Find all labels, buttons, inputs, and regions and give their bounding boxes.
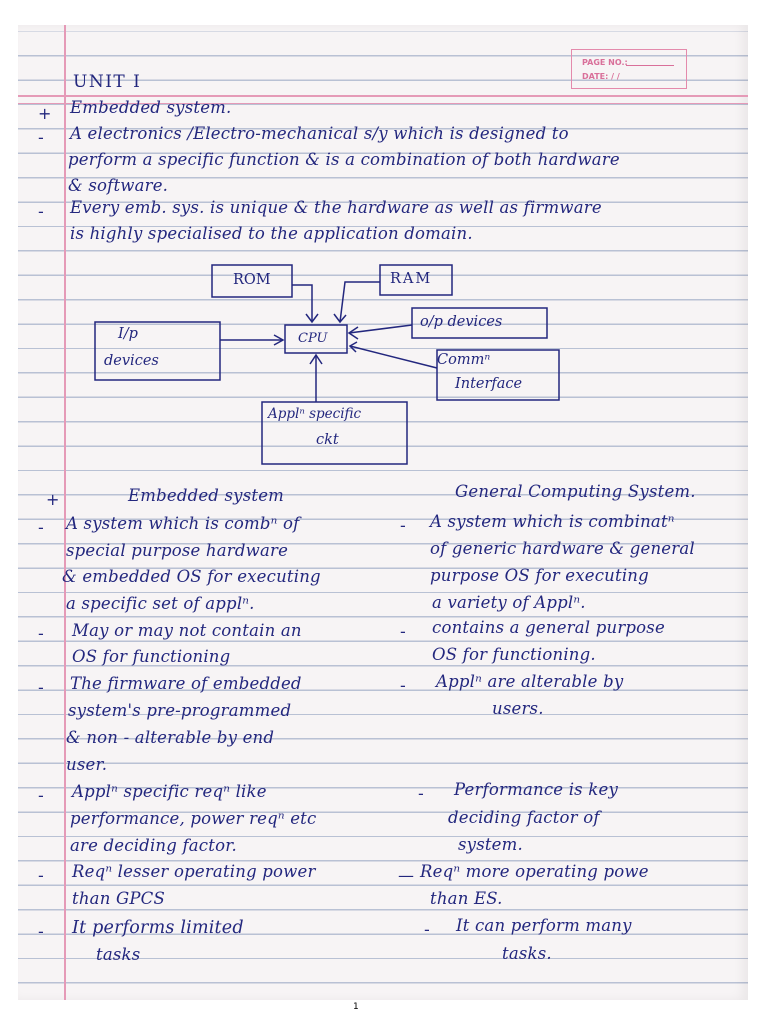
left-text-line: Reqⁿ lesser operating power — [72, 862, 316, 881]
unit-title: UNIT I — [73, 72, 142, 92]
arrow-comm-cpu — [350, 346, 437, 368]
right-text-line: A system which is combinatⁿ — [430, 512, 675, 531]
left-text-line: are deciding factor. — [70, 836, 237, 855]
date-label: DATE: / / — [582, 72, 620, 81]
left-text-line: May or may not contain an — [72, 621, 302, 640]
ckt-label: ckt — [316, 432, 339, 448]
ip-devices-label: devices — [104, 353, 159, 369]
appl-specific-label: Applⁿ specific — [268, 406, 362, 422]
left-text-line: Applⁿ specific reqⁿ like — [72, 782, 267, 801]
right-text-line: a variety of Applⁿ. — [432, 593, 586, 612]
right-text-line: purpose OS for executing — [430, 566, 649, 585]
comm-label: Commⁿ — [437, 352, 491, 368]
page-number: 1 — [353, 1002, 359, 1012]
bullet-star: + — [46, 490, 60, 509]
bullet-dash: - — [38, 202, 44, 221]
embedded-system-heading: Embedded system — [128, 486, 285, 505]
bullet-star: + — [38, 104, 52, 123]
bullet-dash: - — [400, 676, 406, 695]
rom-label: ROM — [233, 272, 271, 288]
arrow-cpu-op — [349, 325, 412, 333]
right-text-line: than ES. — [430, 889, 503, 908]
bullet-dash: - — [38, 518, 44, 537]
left-text-line: The firmware of embedded — [70, 674, 302, 693]
text-line: perform a specific function & is a combination of both hardware — [68, 150, 620, 169]
bullet-dash: - — [38, 922, 44, 941]
bullet-dash: - — [424, 920, 430, 939]
left-text-line: special purpose hardware — [66, 541, 289, 560]
right-text-line: It can perform many — [456, 916, 632, 935]
ip-label: I/p — [118, 326, 138, 342]
right-text-line: users. — [492, 699, 544, 718]
left-text-line: user. — [66, 755, 108, 774]
bullet-dash: - — [38, 128, 44, 147]
arrow-rom-cpu — [292, 285, 312, 322]
left-text-line: & embedded OS for executing — [62, 567, 321, 586]
right-text-line: Applⁿ are alterable by — [436, 672, 624, 691]
cpu-label: CPU — [298, 331, 328, 346]
right-text-line: OS for functioning. — [432, 645, 596, 664]
bullet-dash: - — [38, 678, 44, 697]
left-text-line: than GPCS — [72, 889, 165, 908]
op-devices-label: o/p devices — [420, 314, 503, 330]
bullet-dash: - — [38, 624, 44, 643]
section-heading-embedded-system: Embedded system. — [70, 98, 232, 117]
left-text-line: OS for functioning — [72, 647, 231, 666]
right-text-line: tasks. — [502, 944, 552, 963]
left-text-line: tasks — [96, 945, 141, 964]
right-text-line: system. — [458, 835, 523, 854]
bullet-dash: - — [38, 786, 44, 805]
text-line: Every emb. sys. is unique & the hardware as well as firmware — [70, 198, 602, 217]
bullet-dash: - — [400, 622, 406, 641]
left-text-line: It performs limited — [72, 918, 244, 938]
left-text-line: A system which is combⁿ of — [66, 514, 300, 533]
right-text-line: Reqⁿ more operating powe — [420, 862, 649, 881]
right-text-line: of generic hardware & general — [430, 539, 695, 558]
page-no-label: PAGE NO.: — [582, 58, 628, 67]
text-line: & software. — [68, 176, 169, 195]
left-text-line: performance, power reqⁿ etc — [70, 809, 317, 828]
left-text-line: a specific set of applⁿ. — [66, 594, 255, 613]
left-text-line: system's pre-programmed — [68, 701, 292, 720]
bullet-dash: - — [38, 866, 44, 885]
bullet-dash: — — [398, 866, 414, 885]
text-line: is highly specialised to the application domain. — [70, 224, 473, 243]
right-text-line: deciding factor of — [448, 808, 600, 827]
bullet-dash: - — [400, 516, 406, 535]
ram-label: RAM — [390, 271, 433, 287]
general-computing-heading: General Computing System. — [455, 482, 696, 501]
ip-devices-box — [95, 322, 220, 380]
text-line: A electronics /Electro-mechanical s/y which is designed to — [70, 124, 569, 143]
interface-label: Interface — [455, 376, 523, 392]
right-text-line: Performance is key — [454, 780, 618, 799]
bullet-dash: - — [418, 784, 424, 803]
right-text-line: contains a general purpose — [432, 618, 665, 637]
left-text-line: & non - alterable by end — [66, 728, 275, 747]
